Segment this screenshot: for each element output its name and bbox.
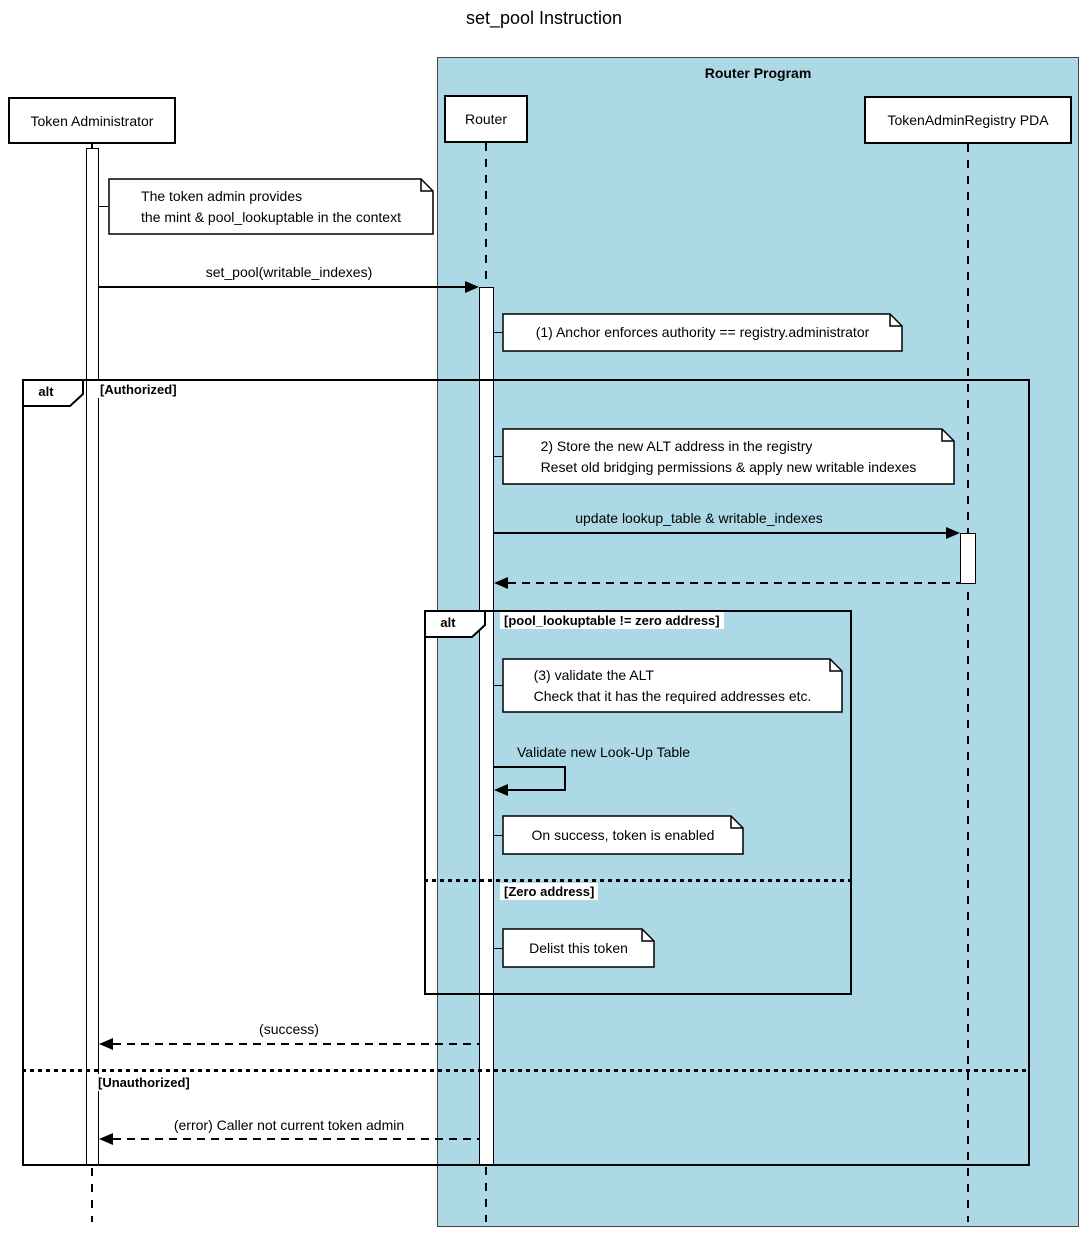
alt-inner-divider (424, 879, 852, 882)
alt-frame-inner-operator: alt (440, 615, 456, 630)
arrowhead-left-icon (494, 577, 508, 589)
message-error-line (113, 1138, 479, 1140)
diagram-title: set_pool Instruction (465, 8, 623, 28)
note-connector (99, 206, 108, 207)
participant-router (444, 95, 528, 143)
self-message-bottom-line (508, 789, 566, 791)
alt-inner-guard-zero: [Zero address] (500, 883, 598, 900)
message-set-pool-label: set_pool(writable_indexes) (205, 264, 373, 280)
activation-token-admin (86, 148, 99, 1166)
activation-registry-pda (960, 533, 976, 584)
participant-token-admin (8, 97, 176, 144)
note-connector (494, 685, 502, 686)
note-validate-line1: (3) validate the ALT (533, 666, 654, 683)
participant-token-admin-label: Token Administrator (30, 112, 154, 129)
note-anchor (502, 313, 903, 352)
activation-router (479, 287, 494, 1166)
participant-registry-pda-label: TokenAdminRegistry PDA (887, 112, 1049, 128)
alt-outer-guard-authorized: [Authorized] (96, 381, 181, 398)
arrowhead-left-icon (99, 1038, 113, 1050)
message-validate-self-label: Validate new Look-Up Table (517, 744, 691, 760)
message-success-line (113, 1043, 479, 1045)
note-validate-line2: Check that it has the required addresses etc. (533, 687, 812, 704)
note-store-line1: 2) Store the new ALT address in the registry (540, 437, 813, 454)
router-program-label: Router Program (704, 65, 812, 81)
arrowhead-right-icon (946, 527, 960, 539)
participant-registry-pda (864, 96, 1072, 144)
note-store-line2: Reset old bridging permissions & apply new writable indexes (540, 458, 917, 475)
alt-frame-outer-operator: alt (38, 384, 54, 399)
arrowhead-right-icon (465, 281, 479, 293)
message-success-label: (success) (259, 1021, 319, 1037)
message-set-pool-line (99, 286, 466, 288)
note-store (502, 428, 955, 485)
note-enabled (502, 815, 744, 855)
message-update-lookup-line (494, 532, 947, 534)
note-delist (502, 928, 655, 968)
note-context-line2: the mint & pool_lookuptable in the context (141, 208, 401, 225)
self-message-right-line (564, 766, 566, 791)
alt-inner-guard-nonzero: [pool_lookuptable != zero address] (500, 612, 724, 629)
note-delist-line1: Delist this token (529, 939, 628, 956)
note-connector (494, 456, 502, 457)
note-enabled-line1: On success, token is enabled (531, 826, 715, 843)
note-connector (494, 332, 502, 333)
note-anchor-line1: (1) Anchor enforces authority == registry.administrator (535, 324, 870, 340)
note-context (108, 178, 434, 235)
message-pda-return-line (508, 582, 960, 584)
note-validate (502, 658, 843, 713)
note-connector (494, 948, 502, 949)
note-context-line1: The token admin provides (141, 187, 303, 204)
note-connector (494, 835, 502, 836)
router-program-container (437, 57, 1079, 1227)
lifeline-registry-pda (967, 144, 969, 1222)
message-error-label: (error) Caller not current token admin (173, 1117, 405, 1133)
alt-outer-divider (22, 1069, 1030, 1072)
arrowhead-left-icon (99, 1133, 113, 1145)
participant-router-label: Router (464, 111, 508, 127)
self-message-top-line (494, 766, 566, 768)
message-update-lookup-label: update lookup_table & writable_indexes (575, 510, 823, 526)
alt-outer-guard-unauthorized: [Unauthorized] (94, 1074, 194, 1091)
arrowhead-left-icon (494, 784, 508, 796)
